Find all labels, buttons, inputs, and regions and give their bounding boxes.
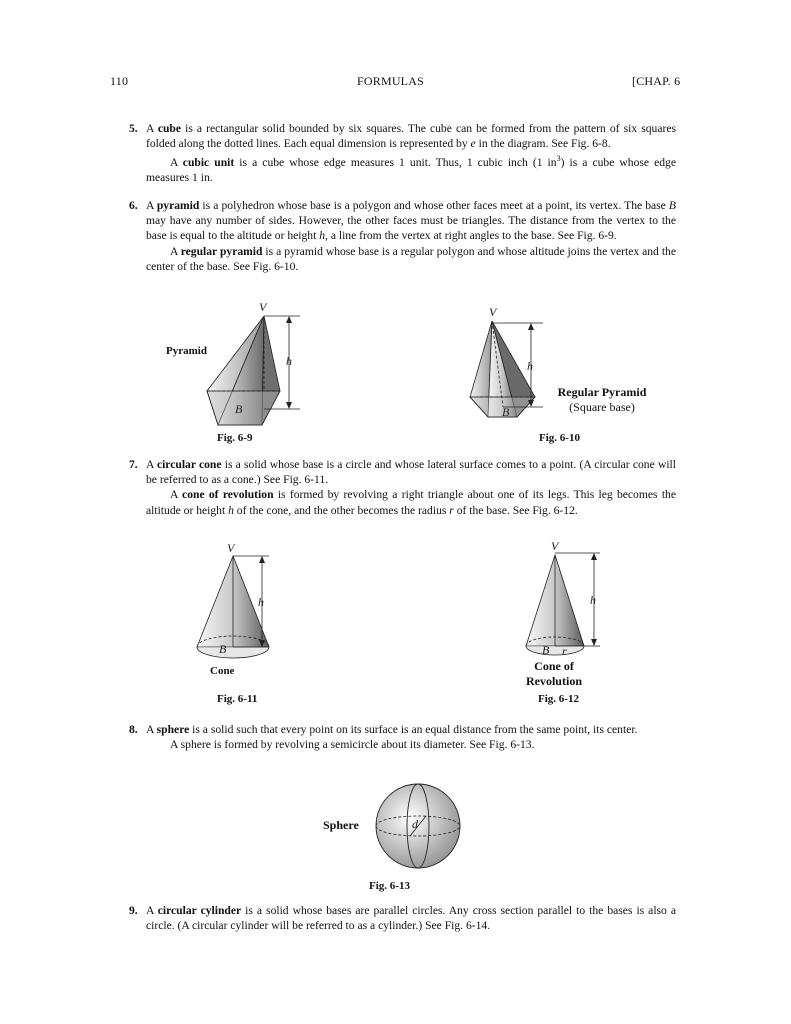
height-label: h	[590, 593, 596, 607]
vertex-label: V	[489, 305, 497, 319]
vertex-label: V	[259, 300, 267, 314]
page-number: 110	[110, 74, 129, 88]
height-label: h	[527, 359, 533, 373]
base-label: B	[235, 402, 243, 416]
term-pyramid: pyramid	[156, 199, 200, 212]
item-number: 7.	[129, 458, 138, 471]
term-cubic-unit: cubic unit	[182, 156, 235, 170]
sphere-formation: A sphere is formed by revolving a semicircle about its diameter. See Fig. 6-13.	[170, 738, 535, 752]
height-label: h	[258, 595, 264, 609]
circular-cone-definition: A circular cone is a solid whose base is a circle and whose lateral surface comes to a point. (A circular cone will be referred to as a cone.) See Fig. 6-11.	[146, 458, 676, 487]
vertex-label: V	[227, 541, 235, 555]
term-regular-pyramid: regular pyramid	[180, 244, 263, 258]
pyramid-definition: A pyramid is a polyhedron whose base is a polygon and whose other faces meet at a point, its vertex. The base B may have any number of sides. However, the other faces must be triangles. The distance from the vertex to the base is equal to the altitude or height h, a line from the vertex at right angles to the base. See Fig. 6-9.	[146, 199, 676, 243]
term-cone-of-revolution: cone of revolution	[182, 488, 274, 502]
cube-definition: A cube is a rectangular solid bounded by six squares. The cube can be formed from the pattern of six squares folded along the dotted lines. Each equal dimension is represented by e in the diagram. See Fig. 6-8.	[146, 122, 676, 151]
item-number: 8.	[129, 723, 138, 736]
running-title: FORMULAS	[357, 74, 424, 88]
item-9	[129, 903, 676, 933]
item-number: 6.	[129, 199, 138, 212]
term-cube: cube	[157, 122, 182, 135]
base-label: B	[542, 643, 550, 657]
vertex-label: V	[551, 539, 559, 553]
sphere-definition: A sphere is a solid such that every point on its surface is an equal distance from the same point, its center.	[146, 723, 638, 736]
circular-cylinder-definition: A circular cylinder is a solid whose bases are parallel circles. Any cross section parallel to the bases is also a circle. (A circular cylinder will be referred to as a cylinder.) See Fig. 6-14.	[146, 904, 676, 933]
fig-6-9-caption: Fig. 6-9	[217, 432, 253, 444]
radius-label: r	[562, 644, 567, 658]
fig-6-13-caption: Fig. 6-13	[369, 880, 410, 892]
regular-pyramid-definition: A regular pyramid is a pyramid whose base is a regular polygon and whose altitude joins the vertex and the center of the base. See Fig. 6-10.	[146, 244, 676, 273]
height-label: h	[286, 354, 292, 368]
term-sphere: sphere	[156, 723, 190, 736]
fig-6-12-caption: Fig. 6-12	[538, 693, 579, 705]
chapter-label: [CHAP. 6	[632, 74, 681, 88]
cone-label: Cone	[210, 665, 235, 677]
cone-of-revolution-label: Cone of Revolution	[525, 659, 582, 688]
fig-6-10-caption: Fig. 6-10	[539, 432, 580, 444]
item-number: 5.	[129, 122, 138, 135]
sphere-label: Sphere	[323, 818, 359, 832]
fig-6-11-caption: Fig. 6-11	[217, 693, 258, 705]
term-circular-cylinder: circular cylinder	[157, 904, 242, 917]
diameter-label: d	[412, 817, 418, 831]
cubic-unit-definition: A cubic unit is a cube whose edge measures 1 unit. Thus, 1 cubic inch (1 $in^3$) is a cube whose edge measures 1 in.	[146, 154, 676, 185]
cone-of-revolution-definition: A cone of revolution is formed by revolving a right triangle about one of its legs. This leg becomes the altitude or height h of the cone, and the other becomes the radius r of the base. See Fig. 6-12.	[146, 488, 676, 517]
base-label: B	[219, 642, 227, 656]
regular-pyramid-label: Regular Pyramid (Square base)	[557, 385, 647, 414]
term-circular-cone: circular cone	[156, 458, 222, 471]
base-label: B	[502, 405, 510, 419]
item-number: 9.	[129, 904, 138, 917]
pyramid-label: Pyramid	[166, 345, 207, 357]
